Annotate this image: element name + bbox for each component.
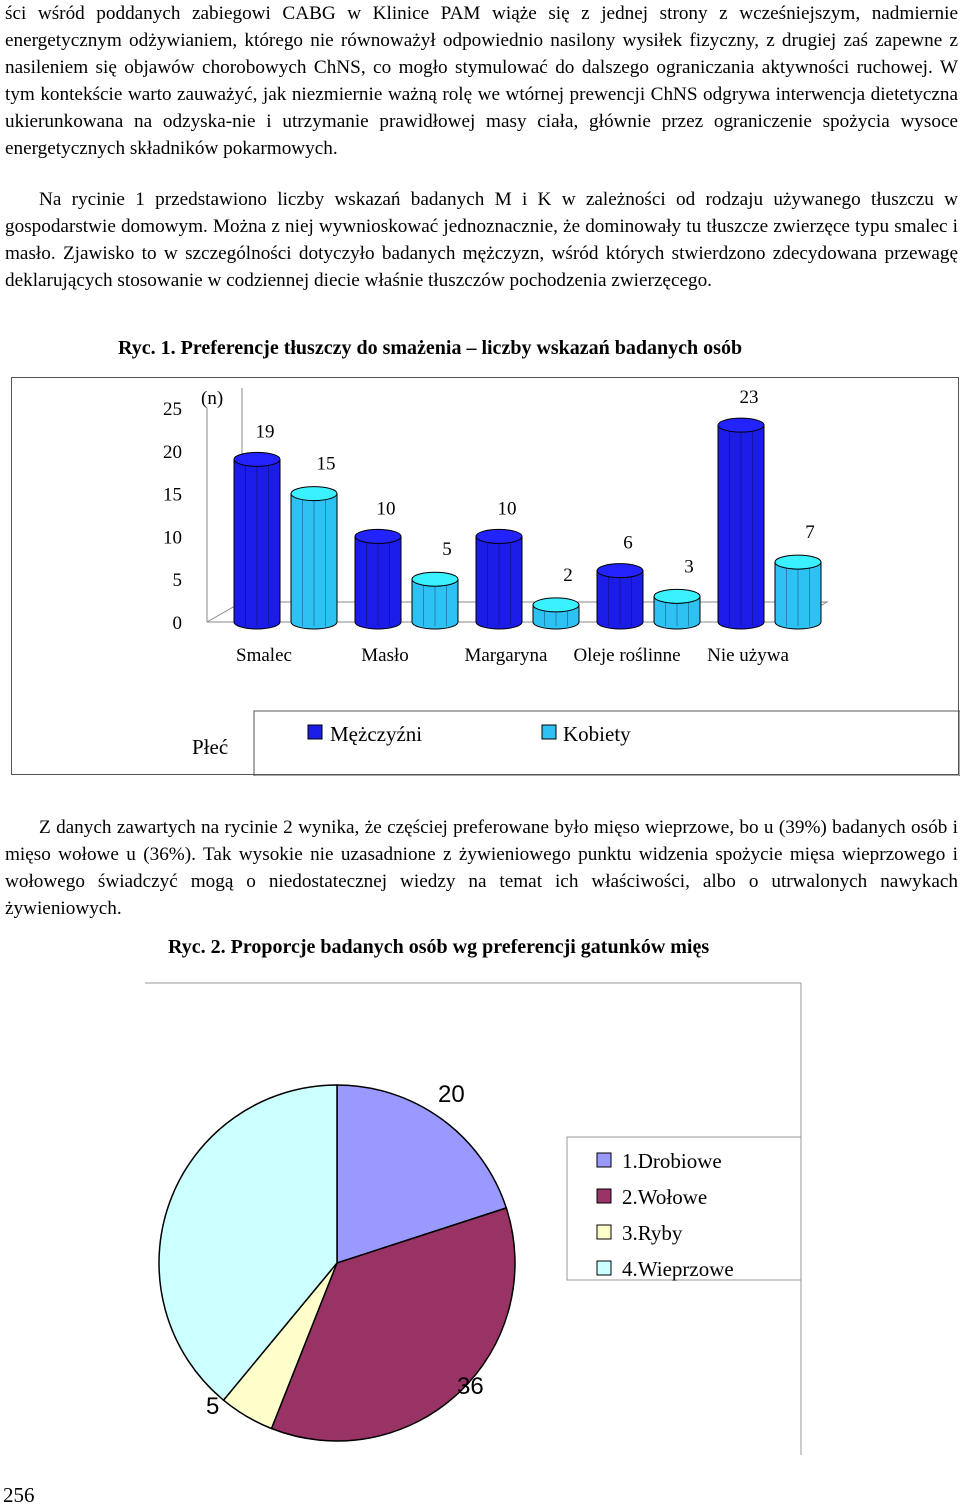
legend-swatch-women bbox=[542, 725, 556, 739]
paragraph-2: Na rycinie 1 przedstawiono liczby wskazań badanych M i K w zależności od rodzaju używanego tłuszczu w gospodarstwie domowym. Można z niej wywnioskować jednoznacznie, że dominowały tu tłuszcze zwierzęce typu smalec i masło. Zjawisko to w szczególności dotyczyło badanych mężczyzn, wśród których stwierdzono zdecydowana przewagę deklarujących stosowanie w codziennej diecie właśnie tłuszczów pochodzenia zwierzęcego. bbox=[5, 189, 958, 291]
legend-label: 4.Wieprzowe bbox=[622, 1257, 734, 1281]
bar-kobiety-0 bbox=[291, 487, 337, 629]
paragraph-3: Z danych zawartych na rycinie 2 wynika, że częściej preferowane było mięso wieprzowe, bo u (39%) badanych osób i mięso wołowe u (36%). Tak wysokie nie uzasadnione z żywieniowego punktu widzenia spożycie mięsa wieprzowego i wołowego świadczyć mogą o niedostatecznej wiedzy na temat ich właściwości, albo o utrwalonych nawykach żywieniowych. bbox=[5, 817, 958, 919]
x-category-label: Smalec bbox=[236, 645, 292, 666]
y-tick-label: 0 bbox=[172, 613, 182, 634]
bar-mężczyźni-0 bbox=[234, 452, 280, 629]
legend-label-women: Kobiety bbox=[563, 722, 631, 746]
bar-value-label: 2 bbox=[563, 564, 573, 586]
bar-value-label: 23 bbox=[739, 387, 759, 409]
y-tick-label: 5 bbox=[172, 570, 182, 592]
legend-swatch bbox=[597, 1225, 611, 1239]
x-category-label: Nie używa bbox=[707, 645, 789, 666]
legend-swatch bbox=[597, 1261, 611, 1275]
legend-label-men: Mężczyźni bbox=[330, 722, 423, 746]
x-category-label: Margaryna bbox=[464, 645, 548, 666]
legend-label: 1.Drobiowe bbox=[622, 1149, 722, 1173]
figure-2-pie-chart bbox=[145, 982, 802, 1455]
figure-1-caption: Ryc. 1. Preferencje tłuszczy do smażenia – liczby wskazań badanych osób bbox=[118, 337, 743, 359]
bar-mężczyźni-1 bbox=[355, 529, 401, 629]
pie-label-ryby: 5 bbox=[206, 1393, 220, 1420]
bar-mężczyźni-4 bbox=[718, 418, 764, 629]
figure-1-bar-chart bbox=[11, 377, 959, 775]
bar-value-label: 7 bbox=[805, 522, 815, 544]
legend-swatch bbox=[597, 1189, 611, 1203]
bar-value-label: 10 bbox=[497, 498, 517, 520]
bar-mężczyźni-3 bbox=[597, 564, 643, 629]
x-category-label: Oleje roślinne bbox=[573, 645, 681, 666]
legend-swatch-men bbox=[308, 725, 322, 739]
bar-value-label: 10 bbox=[376, 498, 396, 520]
y-tick-label: 20 bbox=[163, 441, 182, 463]
x-category-label: Masło bbox=[361, 645, 409, 666]
y-tick-label: 10 bbox=[163, 527, 182, 549]
bar-value-label: 3 bbox=[684, 556, 694, 578]
y-tick-label: 25 bbox=[163, 399, 182, 420]
legend-swatch bbox=[597, 1153, 611, 1167]
bar-mężczyźni-2 bbox=[476, 529, 522, 629]
pie-label-drobiowe: 20 bbox=[438, 1081, 465, 1108]
bar-kobiety-3 bbox=[654, 589, 700, 629]
figure-2-caption: Ryc. 2. Proporcje badanych osób wg preferencji gatunków mięs bbox=[168, 936, 710, 958]
paragraph-1: ści wśród poddanych zabiegowi CABG w Klinice PAM wiąże się z jednej strony z wcześniejszym, nadmiernie energetycznym odżywianiem, którego nie równoważył odpowiednio nasilony wysiłek fizyczny, z drugiej zaś zapewne z nasileniem się objawów chorobowych ChNS, co mogło stymulować do dalszego ograniczania aktywności ruchowej. W tym kontekście warto zauważyć, jak niezmiernie ważną rolę we wtórnej prewencji ChNS odgrywa interwencja dietetyczna ukierunkowana na odzyska-nie i utrzymanie prawidłowej masy ciała, głównie przez ograniczenie spożycia wysoce energetycznych składników pokarmowych. bbox=[5, 3, 958, 159]
pie-label-wolowe: 36 bbox=[457, 1373, 484, 1400]
bar-value-label: 19 bbox=[255, 421, 275, 443]
bar-kobiety-1 bbox=[412, 572, 458, 629]
legend-label: 2.Wołowe bbox=[622, 1185, 708, 1209]
bar-value-label: 5 bbox=[442, 539, 452, 561]
bar-value-label: 15 bbox=[316, 453, 336, 475]
bar-kobiety-4 bbox=[775, 555, 821, 629]
bar-value-label: 6 bbox=[623, 532, 633, 554]
legend-label: 3.Ryby bbox=[622, 1221, 683, 1245]
bar-kobiety-2 bbox=[533, 598, 579, 629]
page-number: 256 bbox=[3, 1483, 35, 1507]
y-axis-unit-label: (n) bbox=[201, 388, 224, 409]
y-tick-label: 15 bbox=[163, 484, 182, 506]
legend-title: Płeć bbox=[192, 735, 229, 759]
